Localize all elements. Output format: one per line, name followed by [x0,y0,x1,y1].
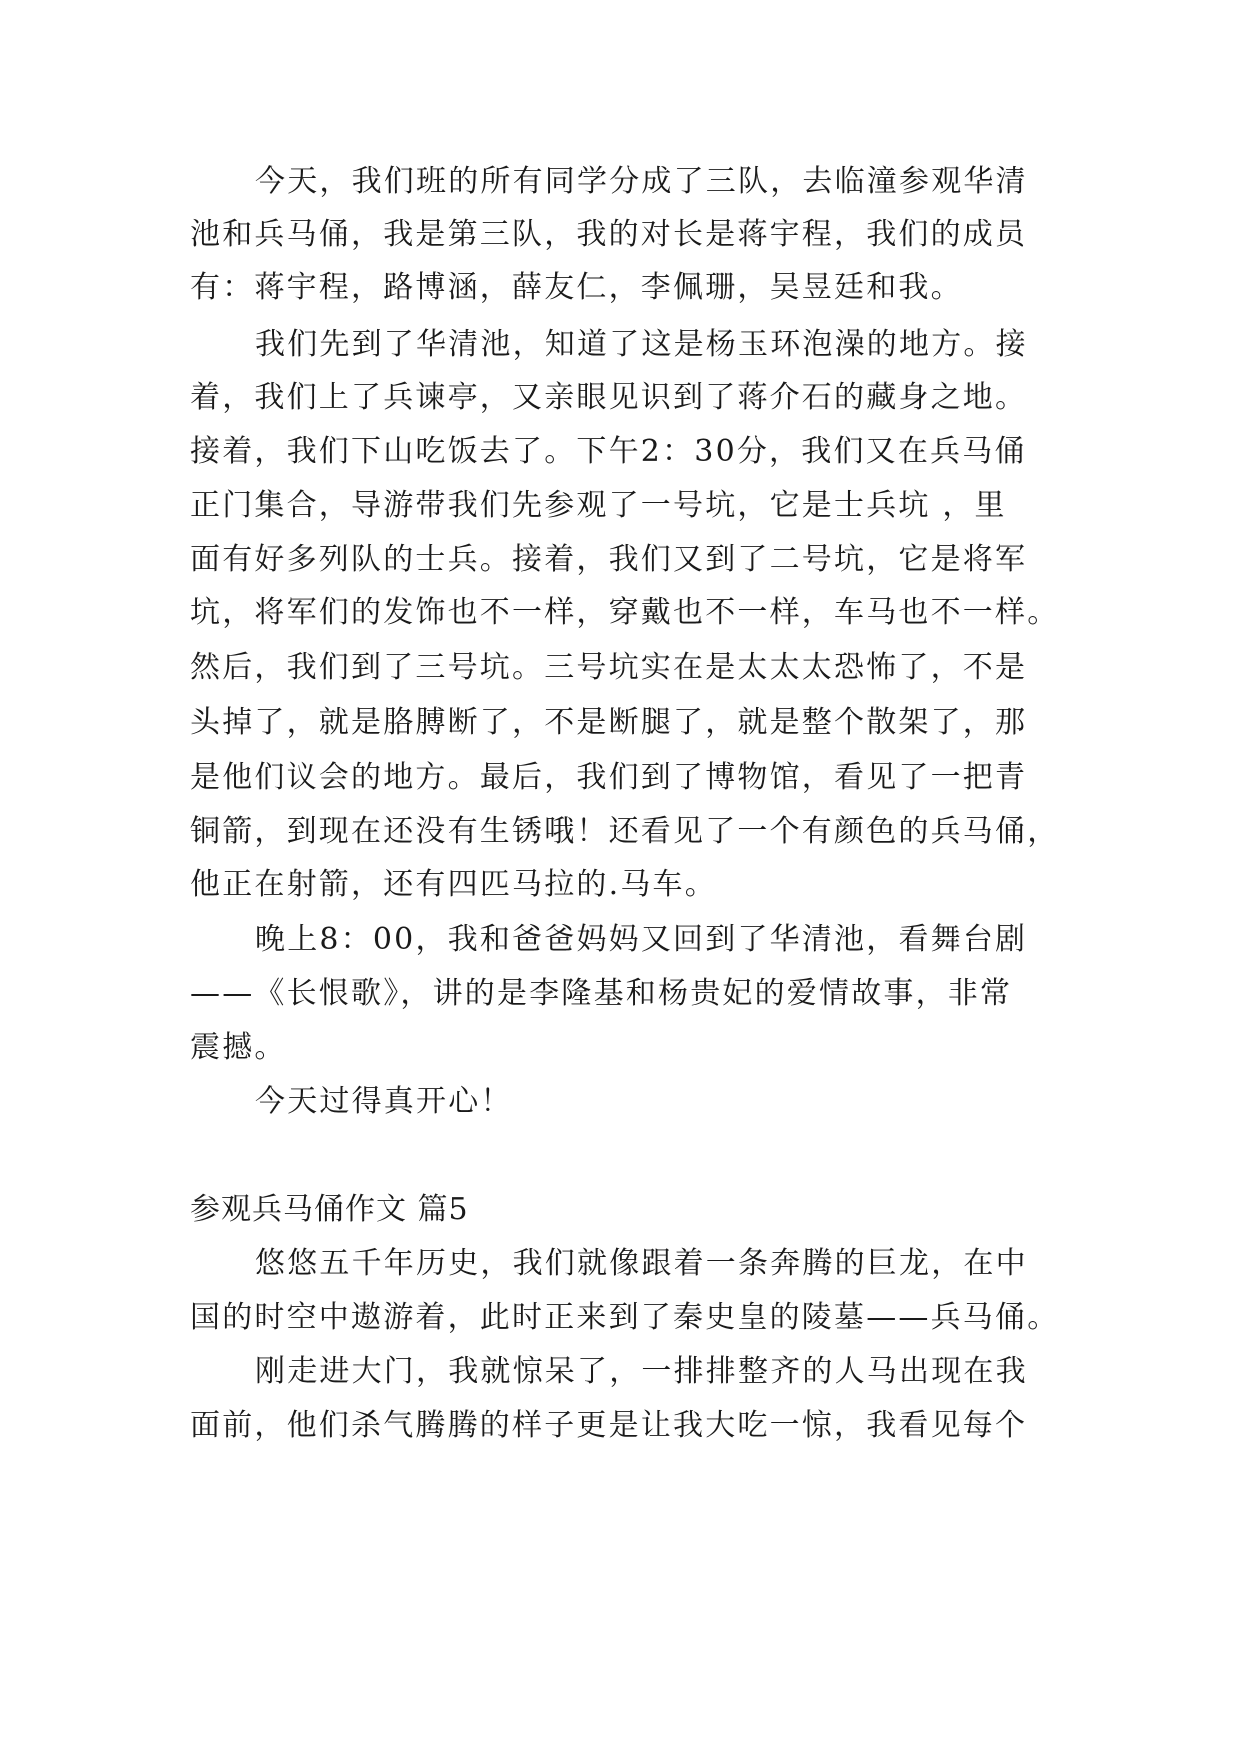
paragraph-line: 今天，我们班的所有同学分成了三队，去临潼参观华清 [255,164,1028,199]
paragraph-line: 悠悠五千年历史，我们就像跟着一条奔腾的巨龙，在中 [255,1246,1028,1281]
paragraph-line: 今天过得真开心！ [255,1084,513,1119]
paragraph-line: 铜箭，到现在还没有生锈哦！还看见了一个有颜色的兵马俑， [190,814,1060,849]
paragraph-line: 面有好多列队的士兵。接着，我们又到了二号坑，它是将军 [190,542,1028,577]
paragraph-line: 坑，将军们的发饰也不一样，穿戴也不一样，车马也不一样。 [190,595,1060,630]
paragraph-line: 接着，我们下山吃饭去了。下午2：30分，我们又在兵马俑 [190,434,1027,469]
paragraph-line: 着，我们上了兵谏亭，又亲眼见识到了蒋介石的藏身之地。 [190,380,1028,415]
paragraph-line: ——《长恨歌》，讲的是李隆基和杨贵妃的爱情故事，非常 [190,976,1013,1011]
paragraph-line: 池和兵马俑，我是第三队，我的对长是蒋宇程，我们的成员 [190,217,1028,252]
paragraph-line: 头掉了，就是胳膊断了，不是断腿了，就是整个散架了，那 [190,705,1028,740]
paragraph-line: 然后，我们到了三号坑。三号坑实在是太太太恐怖了，不是 [190,650,1028,685]
paragraph-line: 我们先到了华清池，知道了这是杨玉环泡澡的地方。接 [255,327,1028,362]
paragraph-line: 震撼。 [190,1030,287,1065]
section-heading: 参观兵马俑作文 篇5 [190,1192,469,1227]
paragraph-line: 国的时空中遨游着，此时正来到了秦史皇的陵墓——兵马俑。 [190,1300,1060,1335]
paragraph-line: 有：蒋宇程，路博涵，薛友仁，李佩珊，吴昱廷和我。 [190,270,963,305]
paragraph-line: 是他们议会的地方。最后，我们到了博物馆，看见了一把青 [190,760,1028,795]
paragraph-line: 面前，他们杀气腾腾的样子更是让我大吃一惊，我看见每个 [190,1408,1028,1443]
paragraph-line: 他正在射箭，还有四匹马拉的.马车。 [190,867,717,902]
paragraph-line: 正门集合，导游带我们先参观了一号坑，它是士兵坑 ，里 [190,488,1007,523]
paragraph-line: 晚上8：00，我和爸爸妈妈又回到了华清池，看舞台剧 [255,922,1028,957]
paragraph-line: 刚走进大门，我就惊呆了，一排排整齐的人马出现在我 [255,1354,1028,1389]
